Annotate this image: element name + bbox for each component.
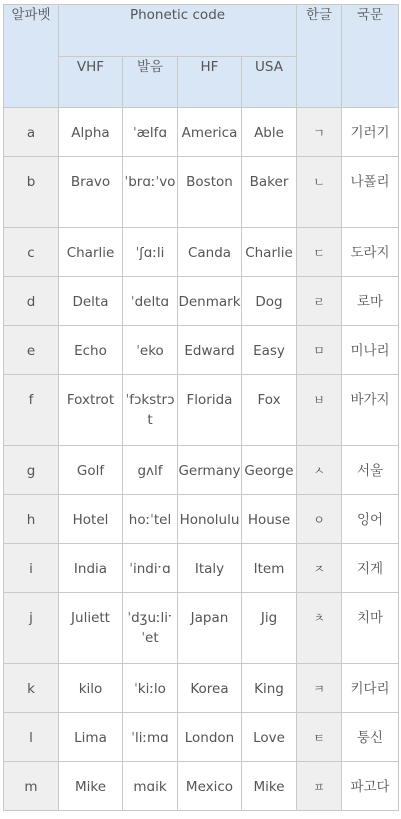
cell-vhf: kilo: [59, 664, 123, 713]
cell-hf: Canda: [178, 228, 242, 277]
cell-letter: a: [4, 108, 59, 157]
table-row: [4, 664, 399, 713]
cell-vhf: Bravo: [59, 157, 123, 228]
cell-hangul: ㅇ: [297, 495, 342, 544]
cell-letter: j: [4, 593, 59, 664]
header-hf: HF: [178, 57, 242, 108]
header-letter: 알파벳: [4, 5, 59, 108]
cell-usa: King: [242, 664, 297, 713]
cell-hf: Germany: [178, 446, 242, 495]
table-row: [4, 375, 399, 446]
cell-pronunciation: ˈindiˑɑ: [123, 544, 178, 593]
cell-korean: 키다리: [342, 664, 399, 713]
cell-vhf: India: [59, 544, 123, 593]
cell-hangul: ㅊ: [297, 593, 342, 664]
cell-vhf: Echo: [59, 326, 123, 375]
cell-letter: h: [4, 495, 59, 544]
cell-usa: Fox: [242, 375, 297, 446]
cell-hangul: ㅌ: [297, 713, 342, 762]
cell-pronunciation: ˈbrɑːˈvo: [123, 157, 178, 228]
cell-letter: e: [4, 326, 59, 375]
cell-korean: 퉁신: [342, 713, 399, 762]
cell-usa: House: [242, 495, 297, 544]
table-row: [4, 228, 399, 277]
header-hangul: 한글: [297, 5, 342, 108]
cell-pronunciation: ˈfɔkstrɔt: [123, 375, 178, 446]
cell-pronunciation: hoːˈtel: [123, 495, 178, 544]
cell-korean: 지게: [342, 544, 399, 593]
cell-hangul: ㅈ: [297, 544, 342, 593]
cell-korean: 바가지: [342, 375, 399, 446]
cell-hangul: ㅂ: [297, 375, 342, 446]
cell-korean: 미나리: [342, 326, 399, 375]
cell-hangul: ㄴ: [297, 157, 342, 228]
cell-hangul: ㄹ: [297, 277, 342, 326]
table-row: [4, 446, 399, 495]
header-usa: USA: [242, 57, 297, 108]
cell-korean: 서울: [342, 446, 399, 495]
table-row: [4, 326, 399, 375]
cell-hangul: ㅁ: [297, 326, 342, 375]
cell-pronunciation: ˈælfɑ: [123, 108, 178, 157]
cell-usa: Jig: [242, 593, 297, 664]
cell-letter: b: [4, 157, 59, 228]
cell-korean: 파고다: [342, 762, 399, 811]
table-body: [4, 108, 399, 811]
header-pronunciation: 발음: [123, 57, 178, 108]
cell-hf: America: [178, 108, 242, 157]
phonetic-alphabet-table: [3, 4, 399, 811]
header-phonetic-code: Phonetic code: [59, 5, 297, 57]
cell-hf: London: [178, 713, 242, 762]
cell-letter: g: [4, 446, 59, 495]
cell-pronunciation: ˈeko: [123, 326, 178, 375]
cell-pronunciation: ˈʃɑːli: [123, 228, 178, 277]
cell-usa: Dog: [242, 277, 297, 326]
cell-hf: Edward: [178, 326, 242, 375]
cell-pronunciation: mɑik: [123, 762, 178, 811]
cell-hf: Italy: [178, 544, 242, 593]
cell-usa: George: [242, 446, 297, 495]
table-row: [4, 762, 399, 811]
cell-hangul: ㅋ: [297, 664, 342, 713]
cell-vhf: Mike: [59, 762, 123, 811]
table-row: [4, 157, 399, 228]
cell-hangul: ㄷ: [297, 228, 342, 277]
cell-usa: Baker: [242, 157, 297, 228]
cell-vhf: Golf: [59, 446, 123, 495]
cell-korean: 로마: [342, 277, 399, 326]
cell-pronunciation: ˈdeltɑ: [123, 277, 178, 326]
cell-vhf: Delta: [59, 277, 123, 326]
cell-pronunciation: ˈkiːlo: [123, 664, 178, 713]
cell-letter: f: [4, 375, 59, 446]
cell-vhf: Hotel: [59, 495, 123, 544]
cell-usa: Charlie: [242, 228, 297, 277]
cell-korean: 기러기: [342, 108, 399, 157]
cell-korean: 잉어: [342, 495, 399, 544]
cell-pronunciation: gʌlf: [123, 446, 178, 495]
cell-letter: d: [4, 277, 59, 326]
cell-pronunciation: ˈliːmɑ: [123, 713, 178, 762]
header-vhf: VHF: [59, 57, 123, 108]
cell-hf: Denmark: [178, 277, 242, 326]
cell-vhf: Lima: [59, 713, 123, 762]
cell-vhf: Alpha: [59, 108, 123, 157]
cell-vhf: Foxtrot: [59, 375, 123, 446]
cell-vhf: Juliett: [59, 593, 123, 664]
cell-korean: 도라지: [342, 228, 399, 277]
cell-hf: Japan: [178, 593, 242, 664]
table-row: [4, 713, 399, 762]
cell-korean: 나폴리: [342, 157, 399, 228]
cell-hf: Boston: [178, 157, 242, 228]
cell-usa: Mike: [242, 762, 297, 811]
table-row: [4, 108, 399, 157]
cell-vhf: Charlie: [59, 228, 123, 277]
cell-letter: m: [4, 762, 59, 811]
table-row: [4, 495, 399, 544]
cell-hf: Mexico: [178, 762, 242, 811]
cell-hf: Korea: [178, 664, 242, 713]
table-row: [4, 593, 399, 664]
header-korean: 국문: [342, 5, 399, 108]
cell-hf: Florida: [178, 375, 242, 446]
cell-usa: Item: [242, 544, 297, 593]
cell-letter: c: [4, 228, 59, 277]
cell-hangul: ㅅ: [297, 446, 342, 495]
cell-usa: Easy: [242, 326, 297, 375]
table-row: [4, 544, 399, 593]
cell-hf: Honolulu: [178, 495, 242, 544]
cell-hangul: ㅍ: [297, 762, 342, 811]
cell-letter: l: [4, 713, 59, 762]
cell-usa: Love: [242, 713, 297, 762]
cell-letter: i: [4, 544, 59, 593]
cell-letter: k: [4, 664, 59, 713]
cell-pronunciation: ˈdʒuːliˑˈet: [123, 593, 178, 664]
cell-usa: Able: [242, 108, 297, 157]
cell-hangul: ㄱ: [297, 108, 342, 157]
cell-korean: 치마: [342, 593, 399, 664]
table-row: [4, 277, 399, 326]
